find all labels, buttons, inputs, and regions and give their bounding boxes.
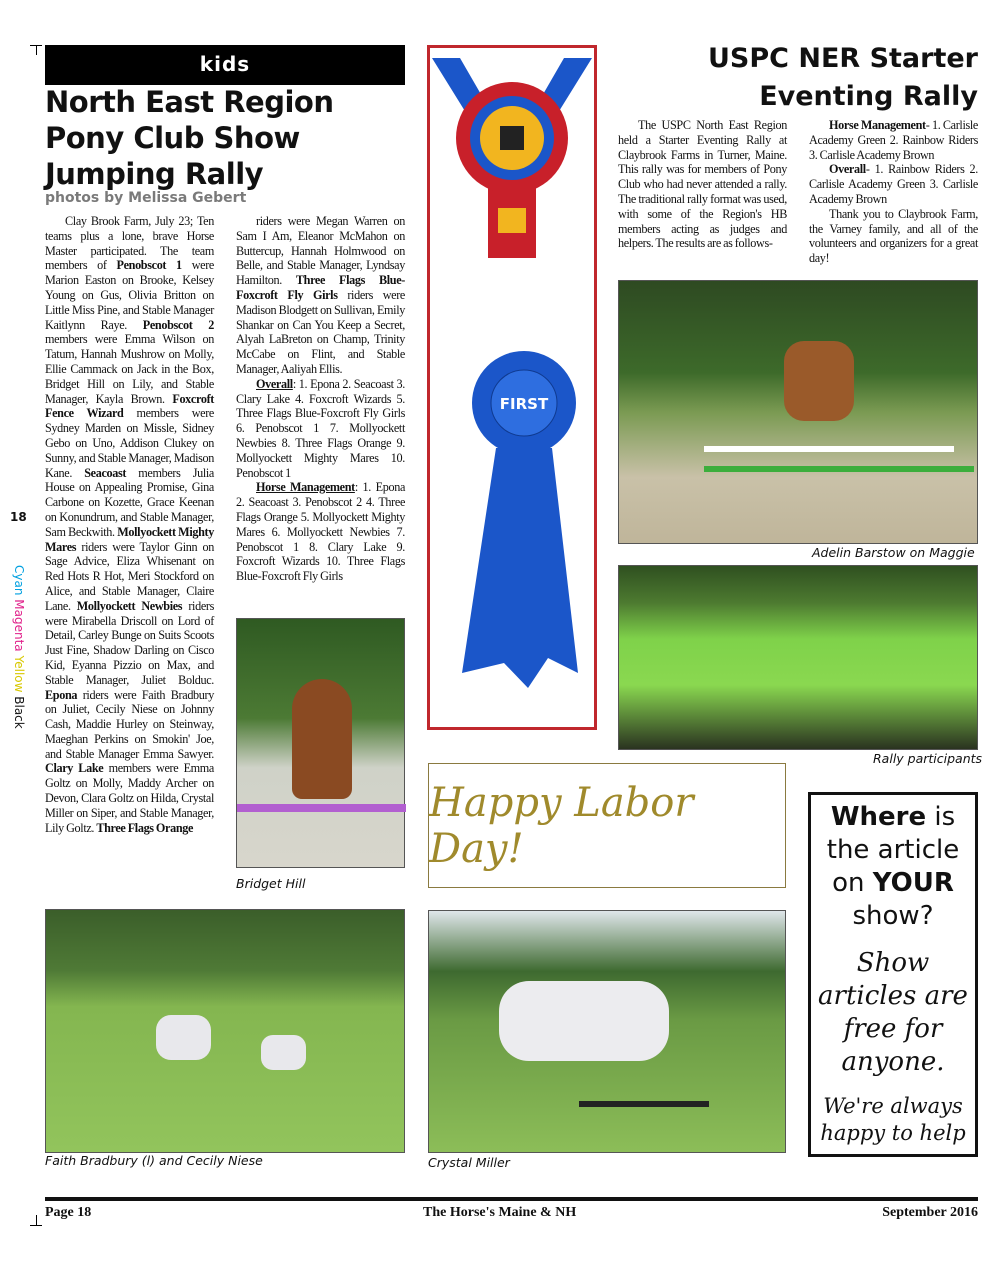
promo-on: on [832, 868, 873, 898]
article1-column2 [236, 214, 405, 584]
text-run: Clay Brook Farm, July 23; Ten teams plus a lone, brave Horse Master participated. The team members of [45, 214, 214, 273]
horse-shape [156, 1015, 211, 1060]
ribbon-photo-box [427, 45, 597, 730]
team-name: Mollyockett Mighty Mares [45, 524, 214, 554]
footer-date: September 2016 [882, 1205, 978, 1220]
article1-column1 [45, 214, 214, 835]
paragraph [45, 214, 214, 835]
paragraph [809, 162, 978, 206]
horse-shape [784, 341, 854, 421]
footer-publication: The Horse's Maine & NH [423, 1205, 577, 1220]
jump-rail [704, 446, 954, 452]
team-name: Penobscot 2 [142, 317, 214, 332]
crop-mark [36, 1215, 37, 1225]
text-run: members were Emma Goltz on Molly, Maddy Archer on Devon, Clara Goltz on Hilda, Crystal Miller on Siper, and Stable Manager, Lily Goltz. [45, 761, 214, 835]
paragraph [618, 118, 787, 251]
jump-rail [579, 1101, 709, 1107]
happy-labor-day-box: Happy Labor Day! [428, 763, 786, 888]
caption-rally: Rally participants [873, 751, 983, 766]
photo-rally-participants [618, 565, 978, 750]
text-run: : 1. Epona 2. Seacoast 3. Penobscot 2 4. Three Flags Orange 5. Mollyockett Mighty Mares 6. Mollyockett Newbies 7. Penobscot 1 8. Clary Lake 9. Foxcroft Wizards 10. Three Flags Blue-Foxcroft Fly Girls [236, 480, 406, 584]
promo-help: We're always happy to help [820, 1094, 966, 1145]
horse-shape [261, 1035, 306, 1070]
caption-crystal-miller: Crystal Miller [428, 1155, 510, 1170]
text-run: - 1. Carlisle Academy Green 2. Rainbow Riders 3. Carlisle Academy Brown [809, 118, 978, 162]
team-name: Penobscot 1 [116, 258, 182, 273]
team-name: Three Flags Blue-Foxcroft Fly Girls [236, 273, 405, 302]
rosette-emblem [500, 126, 524, 150]
article1-title: North East Region Pony Club Show Jumping Rally [45, 85, 334, 191]
caption-adelin: Adelin Barstow on Maggie [812, 545, 975, 560]
first-label: FIRST [499, 395, 549, 413]
team-name: Epona [45, 687, 78, 702]
team-name: Horse Management [256, 480, 355, 495]
photo-faith-cecily [45, 909, 405, 1153]
article2-column2 [809, 118, 978, 266]
text-run: : 1. Epona 2. Seacoast 3. Clary Lake 4. Foxcroft Wizards 5. Three Flags Blue-Foxcroft Fly Girls 6. Penobscot 1 7. Mollyockett Newbies 8. Three Flags Orange 9. Mollyockett Mighty Mares 10. Penobscot 1 [236, 376, 405, 480]
footer-page: Page 18 [45, 1205, 92, 1220]
team-name: Horse Management [829, 118, 926, 132]
text-run: riders were Madison Blodgett on Sullivan, Emily Shankar on Can You Keep a Secret, Alyah LaBreton on Champ, Trinity McCabe on Flint, and Stable Manager, Aaliyah Ellis. [236, 287, 405, 376]
margin-page-number: 18 [10, 510, 27, 524]
promo-show: show? [852, 901, 934, 931]
paragraph [236, 480, 405, 584]
text-run: riders were Mirabella Driscoll on Lord of Detail, Carley Bunge on Suits Scoots Just Fine, Shadow Darling on Cisco Kid, Eyanna Pizzio on Max, and Stable Manager, Juliet Bolduc. [45, 598, 214, 687]
section-label: kids [45, 45, 405, 85]
paragraph [809, 118, 978, 162]
cmyk-black: Black [12, 696, 26, 729]
first-ribbon-tails [462, 448, 578, 688]
promo-is: is [926, 802, 956, 832]
crop-mark [30, 1225, 42, 1226]
article2-column1 [618, 118, 787, 251]
team-name: Foxcroft Fence Wizard [45, 391, 214, 421]
team-name: Three Flags Orange [96, 820, 194, 835]
photo-adelin-barstow [618, 280, 978, 544]
team-name: Clary Lake [45, 761, 104, 776]
text-run: riders were Faith Bradbury on Juliet, Cecily Niese on Johnny Cash, Maddie Hurley on Steinway, Maeghan Perkins on Smokin' Joe, and Stable Manager Emma Sawyer. [45, 687, 214, 761]
promo-where: Where [830, 802, 927, 832]
text-run: riders were Megan Warren on Sam I Am, Eleanor McMahon on Buttercup, Hannah Holmwood on Belle, and Stable Manager, Lyndsay Hamilton. [236, 214, 405, 288]
team-name: Overall [829, 162, 866, 177]
promo-free: Show articles are free for anyone. [818, 948, 968, 1077]
promo-line2: the article [826, 835, 960, 865]
promo-your: YOUR [872, 868, 954, 898]
horse-shape [499, 981, 669, 1061]
promo-box [808, 792, 978, 1157]
ribbons-illustration [430, 48, 594, 727]
text-run: members were Sydney Marden on Missle, Sidney Gebo on Uno, Addison Clukey on Sunny, and Stable Manager, Madison Kane. [45, 406, 214, 480]
team-name: Mollyockett Newbies [76, 598, 183, 613]
text-run: were Marion Easton on Brooke, Kelsey Young on Gus, Olivia Britton on Little Miss Pine, and Stable Manager Kaitlynn Raye. [45, 258, 214, 332]
photo-crystal-miller [428, 910, 786, 1153]
cmyk-labels [12, 565, 26, 729]
cmyk-yellow: Yellow [12, 655, 26, 693]
text-run: - 1. Rainbow Riders 2. Carlisle Academy Green 3. Carlisle Academy Brown [809, 162, 978, 206]
caption-faith-cecily: Faith Bradbury (l) and Cecily Niese [45, 1153, 263, 1168]
crop-mark [36, 45, 37, 55]
text-run: members Julia House on Appealing Promise, Gina Carbone on Kozette, Grace Keenan on Konundrum, and Stable Manager, Sam Beckwith. [45, 465, 214, 539]
team-name: Overall [256, 376, 293, 391]
text-run: riders were Taylor Ginn on Sage Advice, Eliza Whisenant on Red Hots R Hot, Meri Stockford on Alice, and Stable Manager, Claire Lane. [45, 539, 214, 613]
footer-rule [45, 1197, 978, 1201]
jump-rail [704, 466, 974, 472]
jump-rail [237, 804, 406, 812]
text-run: The USPC North East Region held a Starter Eventing Rally at Claybrook Farms in Turner, Maine. This rally was for members of Pony Club who had never attended a rally. The traditional rally format was used, with some of the Region's HB members acting as judges and helpers. The results are as follows- [618, 118, 787, 251]
horse-shape [292, 679, 352, 799]
paragraph [809, 207, 978, 266]
team-name: Seacoast [84, 465, 127, 480]
cmyk-magenta: Magenta [12, 599, 26, 652]
article2-title: USPC NER Starter Eventing Rally [707, 43, 978, 112]
caption-bridget-hill: Bridget Hill [236, 876, 306, 891]
photo-credit: photos by Melissa Gebert [45, 190, 247, 206]
cmyk-cyan: Cyan [12, 565, 26, 596]
photo-bridget-hill [236, 618, 405, 868]
ribbon-tail-yellow [498, 208, 526, 233]
paragraph [236, 214, 405, 377]
text-run: members were Emma Wilson on Tatum, Hannah Mushrow on Molly, Ellie Cammack on Jack in the Box, Bridget Hill on Lily, and Stable Manager, Kayla Brown. [45, 332, 214, 406]
paragraph [236, 377, 405, 481]
text-run: Thank you to Claybrook Farm, the Varney family, and all of the volunteers and organizers for a great day! [809, 206, 978, 266]
